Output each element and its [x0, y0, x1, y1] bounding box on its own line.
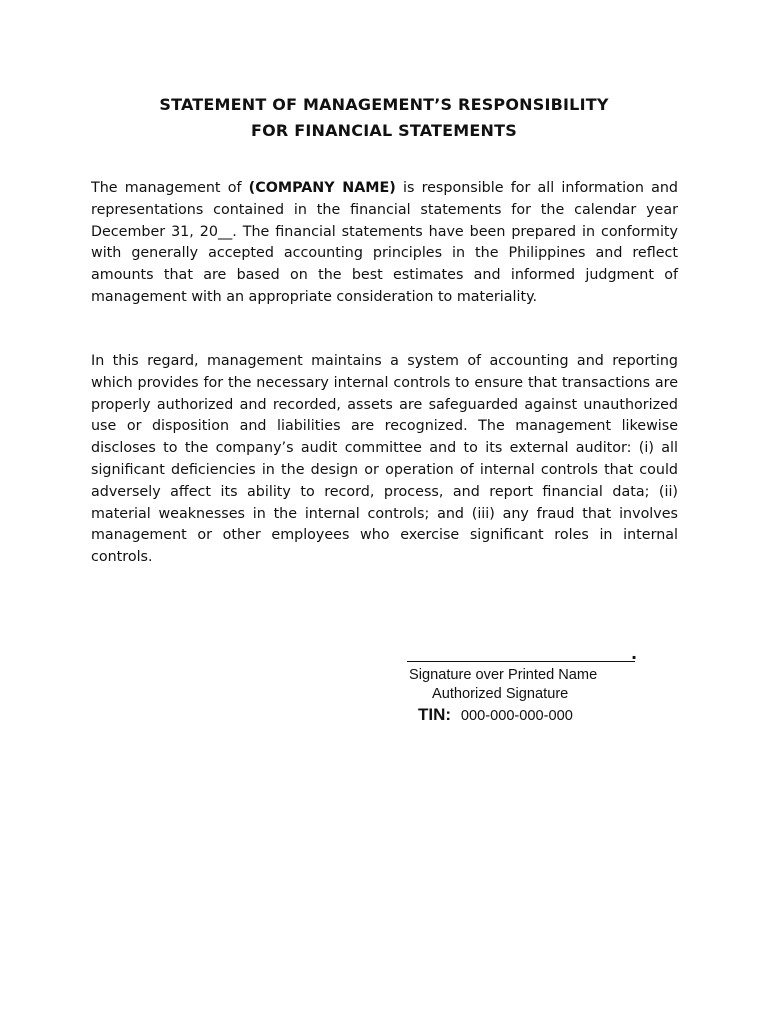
paragraph-internal-controls: In this regard, management maintains a system of accounting and reporting which provides for the necessary internal controls to ensure that transactions are properly authorized and recorded, assets are safeguarded against unauthorized use or disposition and liabilities are recognized. The management likewise discloses to the company’s audit committee and to its external auditor: (i) all significant deficiencies in the design or operation of internal controls that could adversely affect its ability to record, process, and report financial data; (ii) material weaknesses in the internal controls; and (iii) any fraud that involves management or other employees who exercise significant roles in internal controls.: [91, 353, 678, 566]
tin-row: [418, 705, 573, 725]
signature-line-end-mark: .: [631, 644, 638, 663]
document-title-line-1: STATEMENT OF MANAGEMENT’S RESPONSIBILITY: [159, 95, 609, 114]
paragraph-1-body: is responsible for all information and representations contained in the financial statements for the calendar year December 31, 20__. The financial statements have been prepared in conformity with generally accepted accounting principles in the Philippines and reflect amounts that are based on the best estimates and informed judgment of management with an appropriate consideration to materiality.: [91, 180, 678, 305]
tin-label: TIN:: [418, 705, 456, 724]
company-name-placeholder: (COMPANY NAME): [248, 180, 396, 196]
signature-line: [407, 661, 635, 662]
paragraph-management-responsibility: [91, 178, 678, 309]
authorized-signature-label: Authorized Signature: [432, 686, 569, 702]
signature-name-label: Signature over Printed Name: [409, 667, 598, 683]
document-title-line-2: FOR FINANCIAL STATEMENTS: [251, 121, 517, 140]
tin-value: 000-000-000-000: [460, 708, 573, 724]
paragraph-1-prefix: The management of: [91, 180, 249, 196]
